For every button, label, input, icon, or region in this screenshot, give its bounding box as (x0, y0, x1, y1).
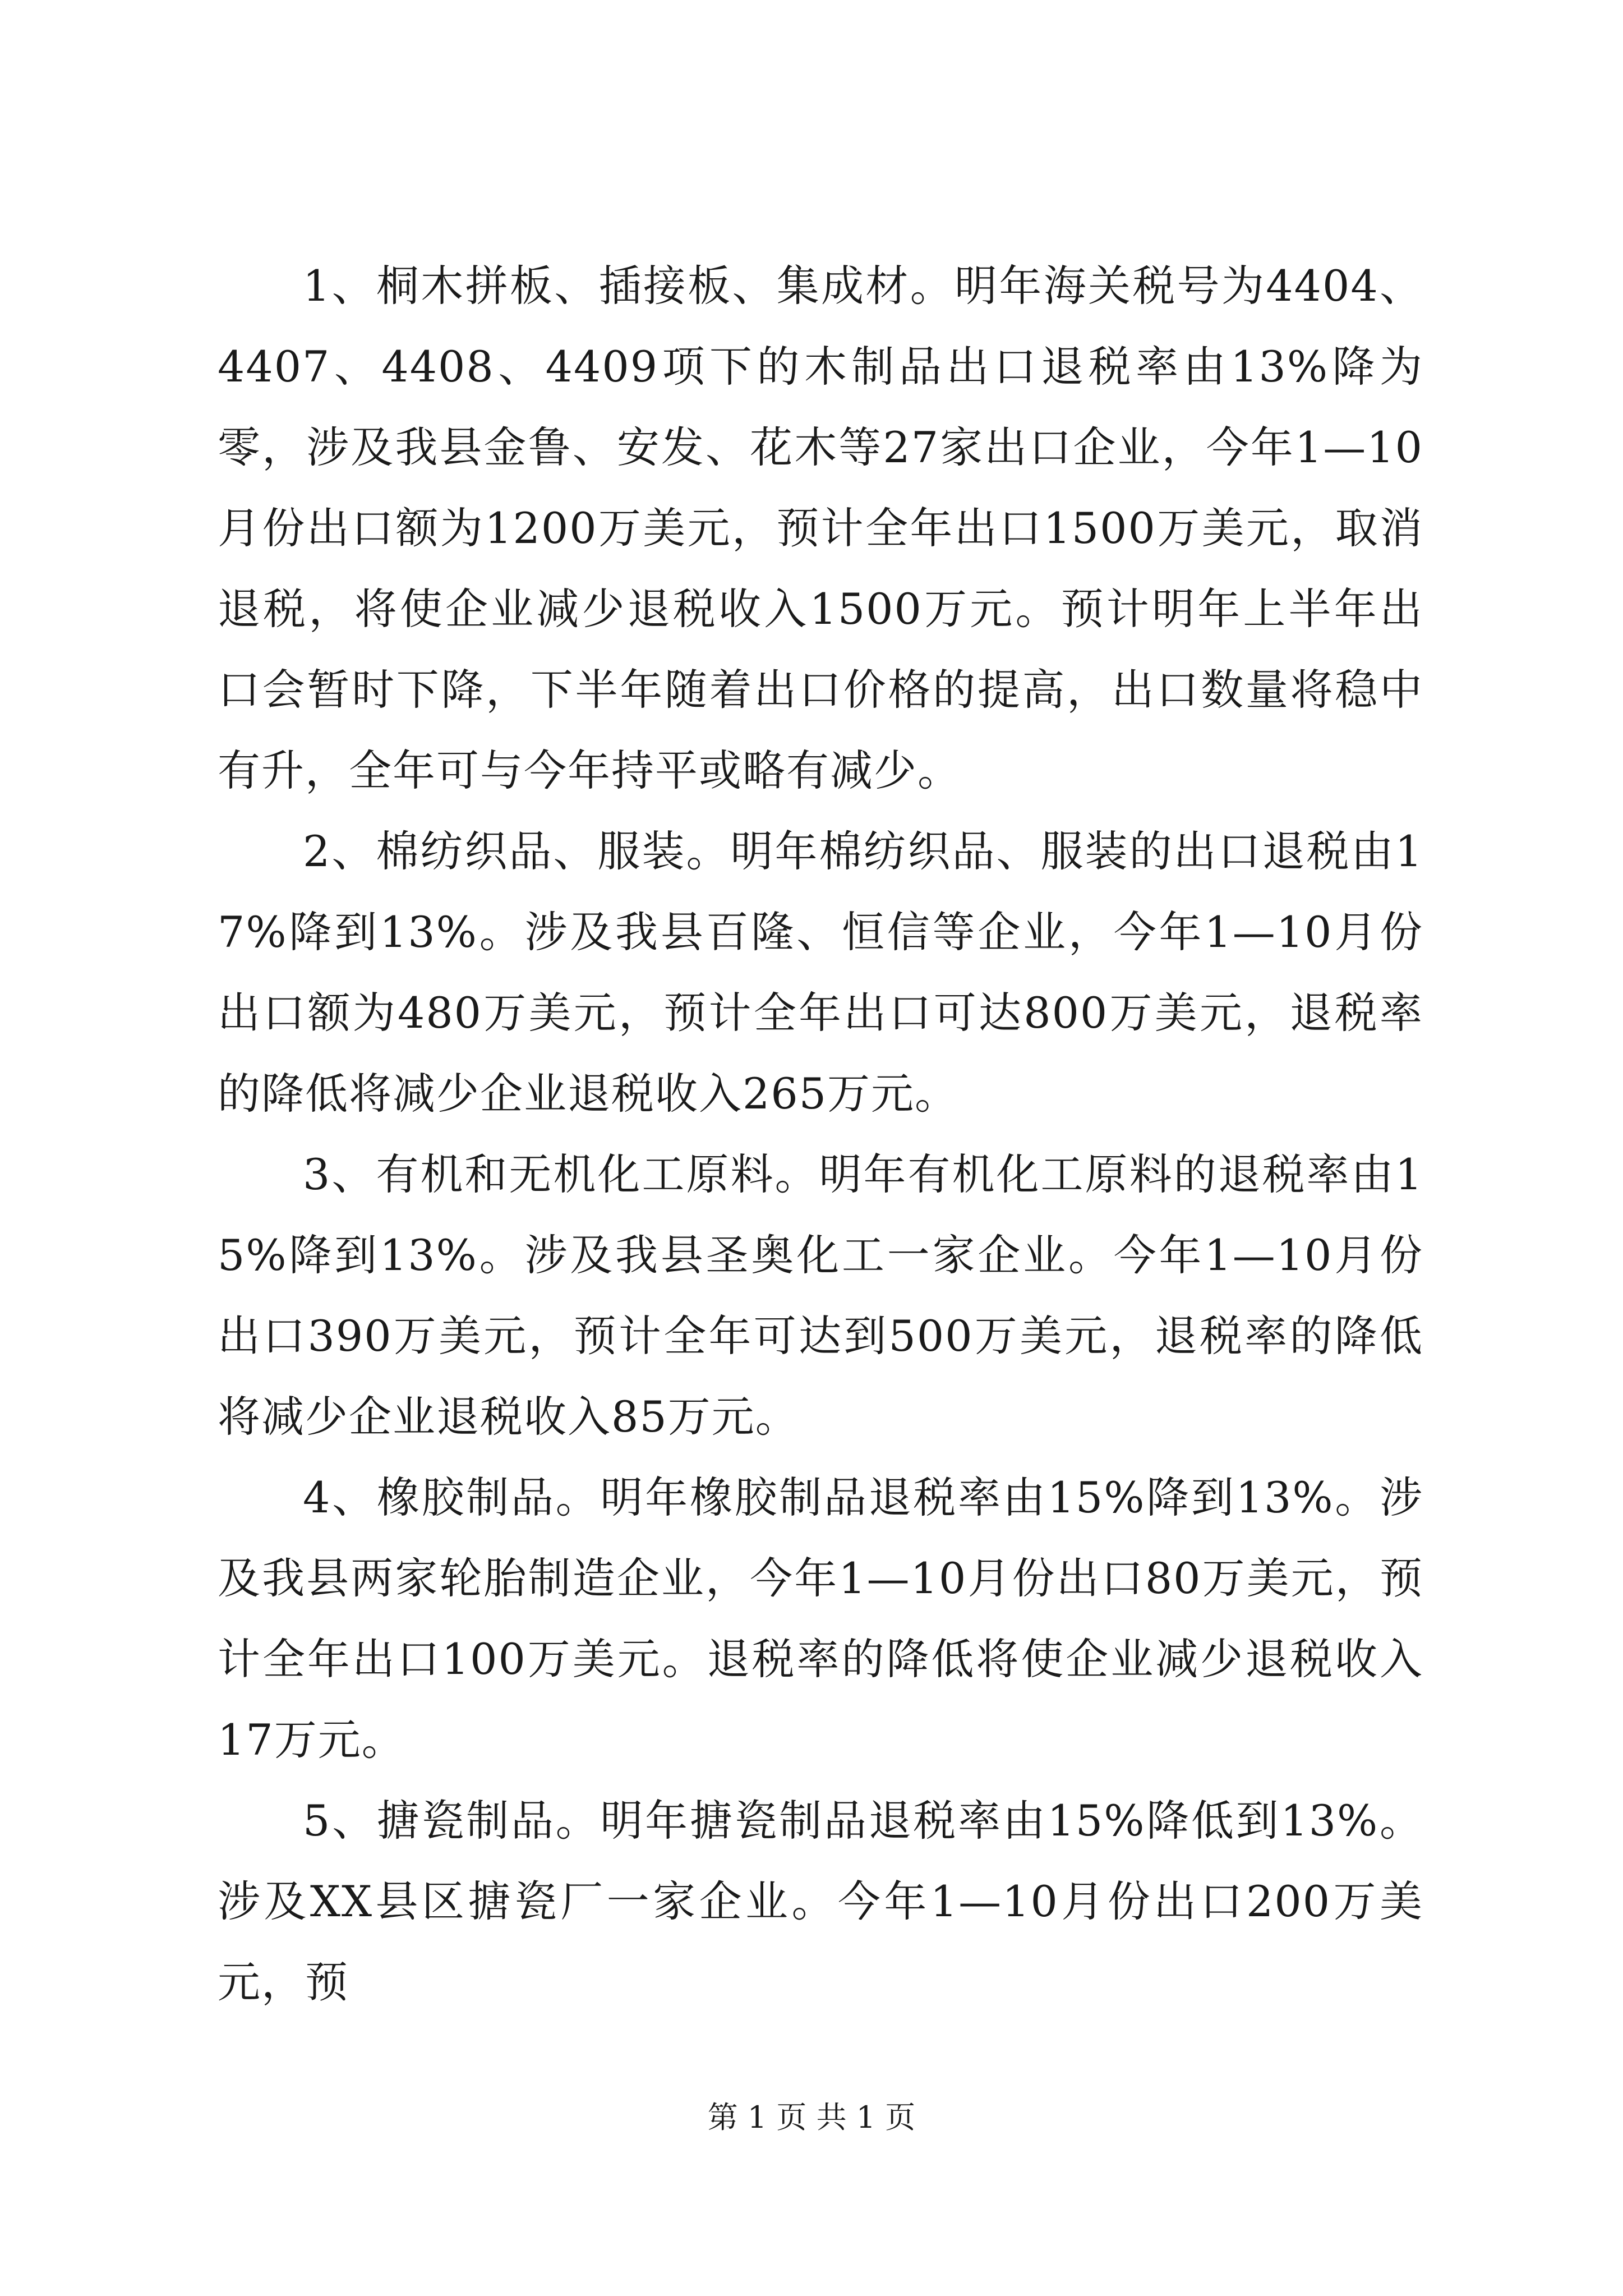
page-footer: 第 1 页 共 1 页 (707, 2100, 916, 2135)
document-body (218, 246, 1423, 2023)
paragraph-3: 3、有机和无机化工原料。明年有机化工原料的退税率由15%降到13%。涉及我县圣奥化工一家企业。今年1—10月份出口390万美元，预计全年可达到500万美元，退税率的降低将减少企业退税收入85万元。 (218, 1149, 1423, 1442)
paragraph-1: 1、桐木拼板、插接板、集成材。明年海关税号为4404、4407、4408、4409项下的木制品出口退税率由13%降为零，涉及我县金鲁、安发、花木等27家出口企业，今年1—10月份出口额为1200万美元，预计全年出口1500万美元，取消退税，将使企业减少退税收入1500万元。预计明年上半年出口会暂时下降，下半年随着出口价格的提高，出口数量将稳中有升，全年可与今年持平或略有减少。 (218, 261, 1423, 795)
paragraph-2: 2、棉纺织品、服装。明年棉纺织品、服装的出口退税由17%降到13%。涉及我县百隆、恒信等企业，今年1—10月份出口额为480万美元，预计全年出口可达800万美元，退税率的降低将减少企业退税收入265万元。 (218, 826, 1423, 1119)
paragraph-5: 5、搪瓷制品。明年搪瓷制品退税率由15%降低到13%。涉及XX县区搪瓷厂一家企业。今年1—10月份出口200万美元，预 (218, 1796, 1423, 2007)
paragraph-4: 4、橡胶制品。明年橡胶制品退税率由15%降到13%。涉及我县两家轮胎制造企业，今年1—10月份出口80万美元，预计全年出口100万美元。退税率的降低将使企业减少退税收入17万元。 (218, 1473, 1423, 1765)
